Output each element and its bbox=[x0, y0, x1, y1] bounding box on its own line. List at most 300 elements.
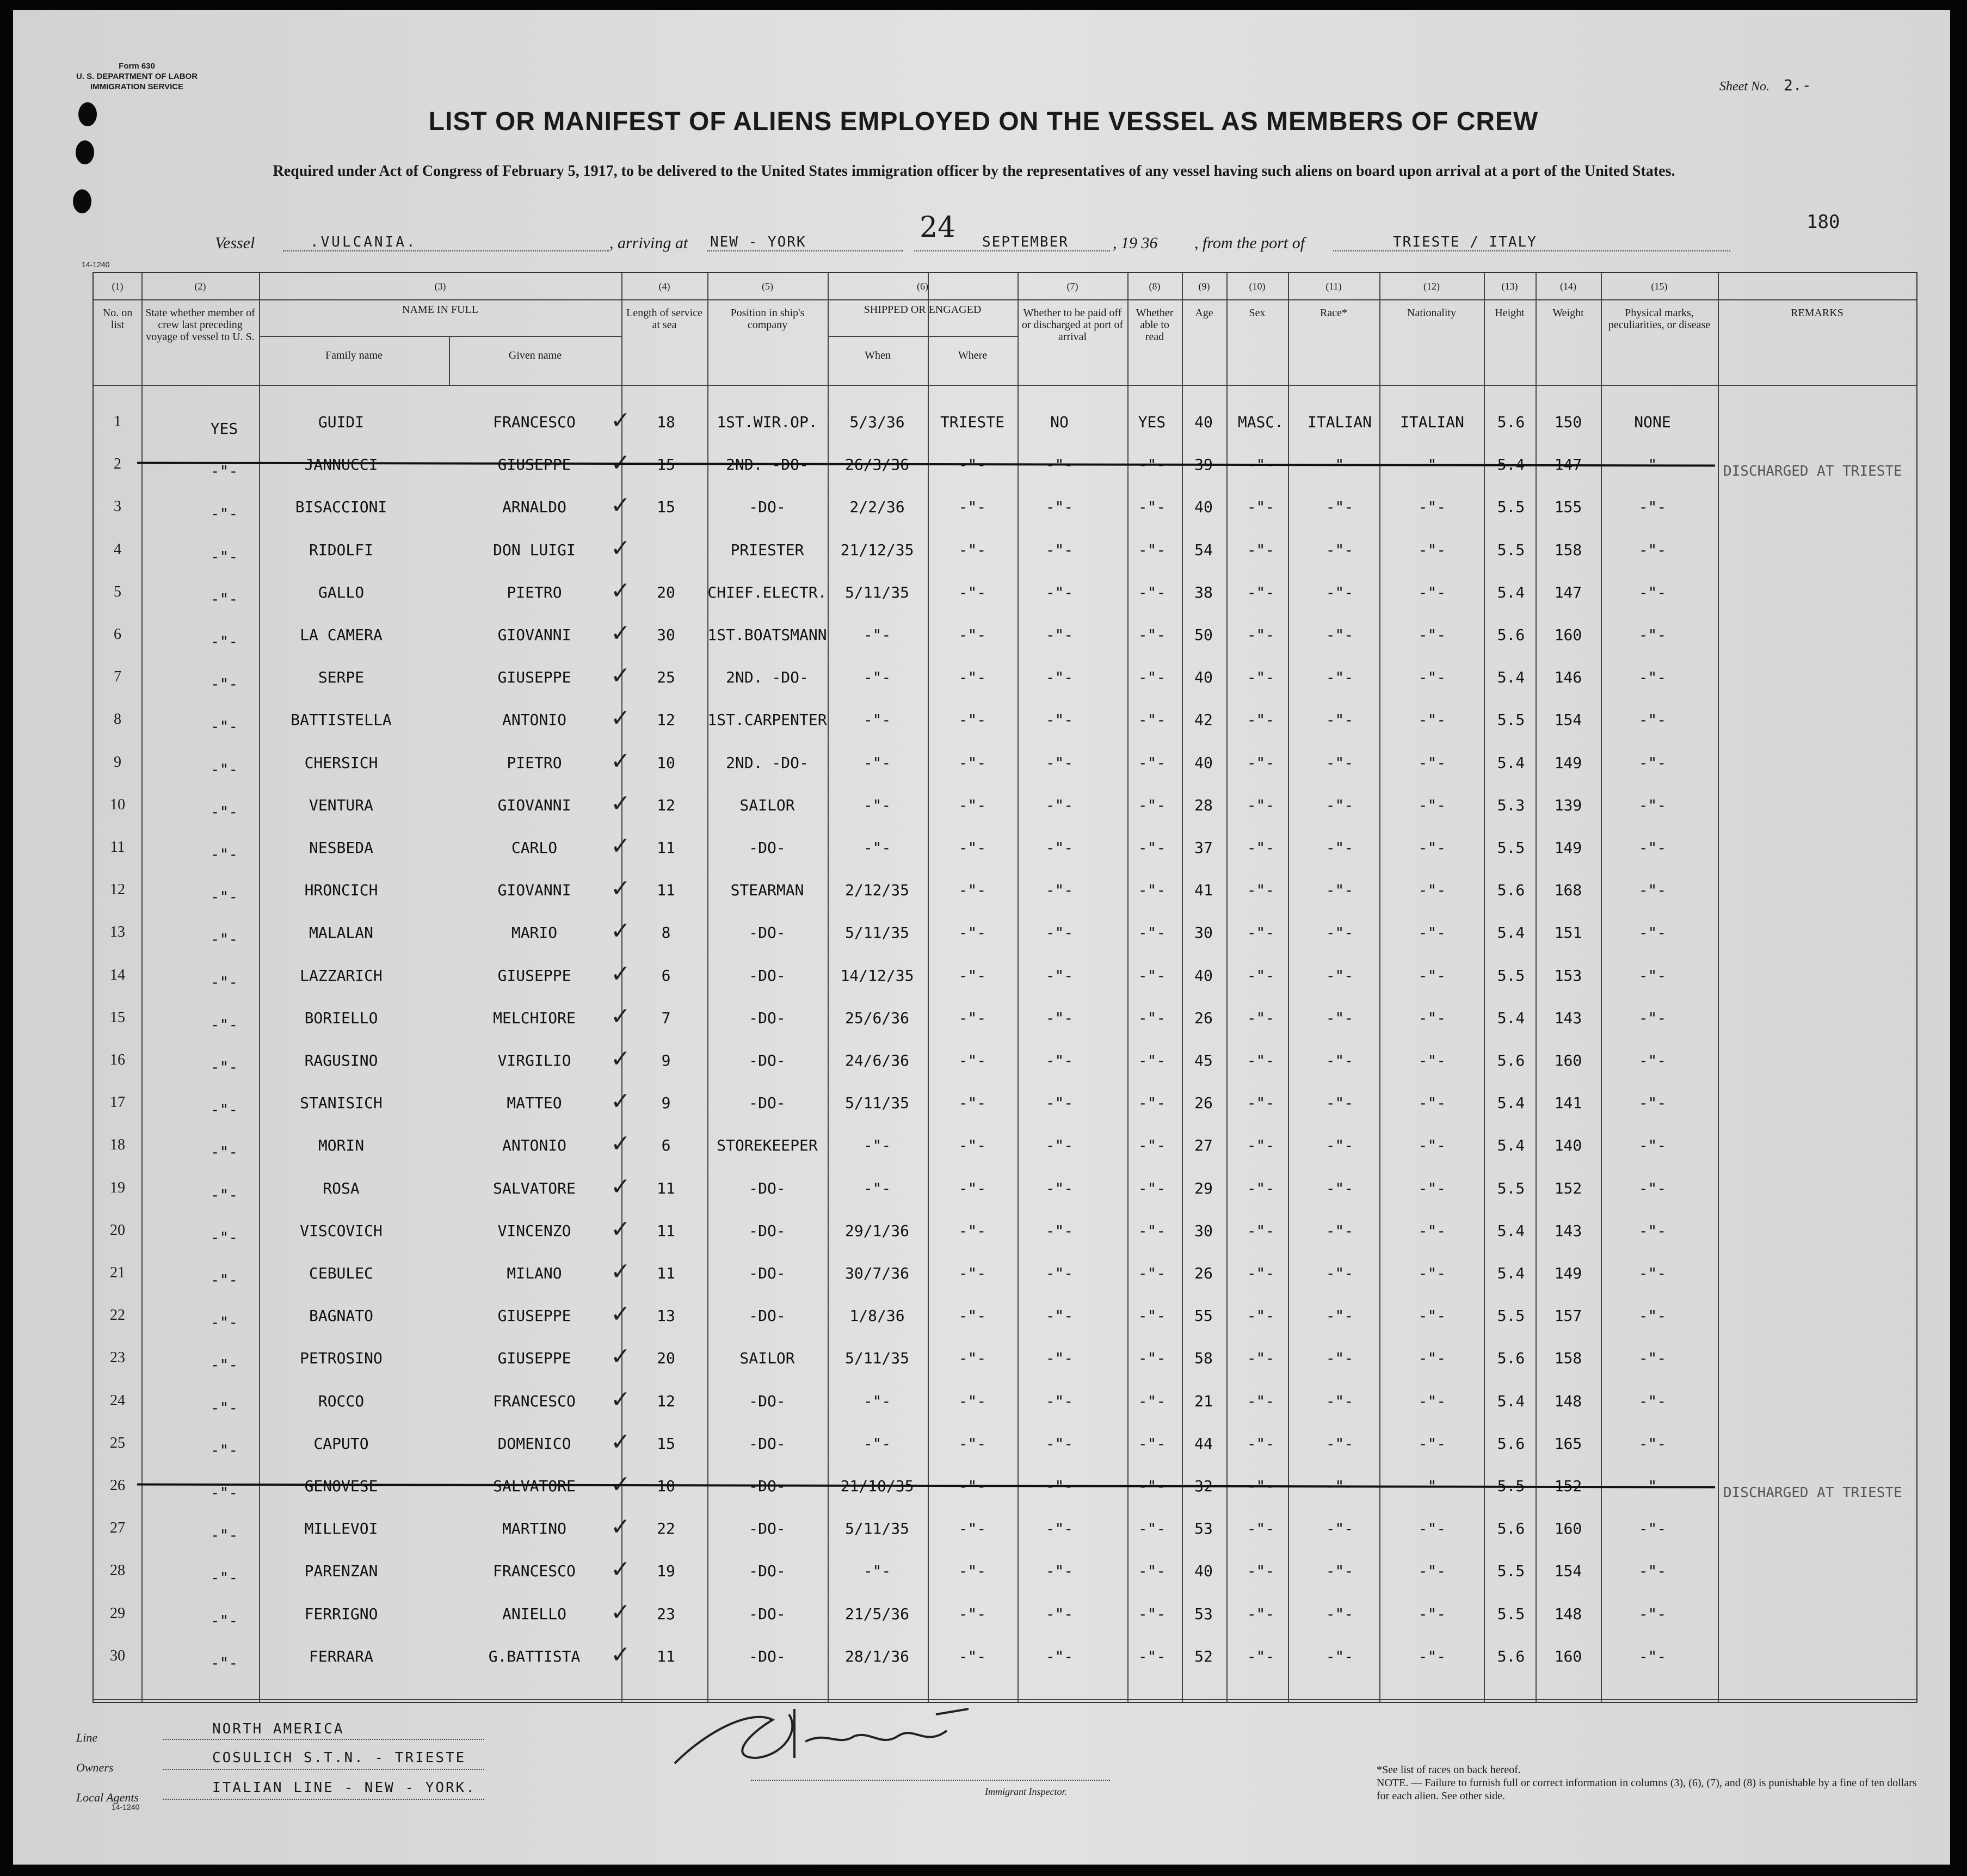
table-cell: 5.6 bbox=[1497, 1434, 1525, 1453]
table-cell: GIOVANNI bbox=[497, 881, 571, 900]
table-cell: 11 bbox=[657, 1179, 675, 1197]
table-cell: -"- bbox=[1045, 626, 1074, 644]
check-mark: ✓ bbox=[611, 491, 631, 520]
table-row bbox=[94, 1555, 1916, 1589]
table-row bbox=[94, 1002, 1916, 1036]
table-cell: -"- bbox=[1418, 1264, 1446, 1282]
table-cell: 158 bbox=[1554, 540, 1582, 559]
table-cell: -"- bbox=[863, 1562, 891, 1580]
table-cell: ANIELLO bbox=[502, 1604, 566, 1623]
table-cell: FRANCESCO bbox=[493, 413, 576, 431]
table-row bbox=[94, 1215, 1916, 1249]
table-cell: -"- bbox=[1247, 839, 1275, 857]
table-cell: -"- bbox=[1418, 924, 1446, 942]
table-cell: 160 bbox=[1554, 1647, 1582, 1665]
table-cell: -"- bbox=[1638, 1647, 1667, 1665]
table-cell: -"- bbox=[1638, 1179, 1667, 1197]
column-number: (12) bbox=[1423, 281, 1440, 292]
table-cell: -"- bbox=[958, 1008, 986, 1027]
table-cell: -"- bbox=[1638, 456, 1667, 474]
table-cell: -DO- bbox=[749, 1562, 786, 1580]
table-cell: -"- bbox=[1045, 753, 1074, 772]
table-cell: -"- bbox=[1247, 668, 1275, 687]
table-cell: 11 bbox=[657, 839, 675, 857]
table-cell: -"- bbox=[1638, 711, 1667, 729]
table-cell: -"- bbox=[863, 626, 891, 644]
column-header: No. on list bbox=[102, 307, 133, 331]
table-cell: 5.3 bbox=[1497, 796, 1525, 814]
table-cell: PRIESTER bbox=[730, 540, 804, 559]
table-cell: ANTONIO bbox=[502, 711, 566, 729]
table-cell: MORIN bbox=[318, 1136, 365, 1155]
table-cell: -"- bbox=[1247, 583, 1275, 601]
table-cell: RIDOLFI bbox=[309, 540, 373, 559]
table-cell: -"- bbox=[1325, 1562, 1354, 1580]
table-cell: -"- bbox=[1045, 1349, 1074, 1368]
check-mark: ✓ bbox=[611, 832, 631, 860]
row-number: 4 bbox=[114, 540, 121, 558]
table-cell: 40 bbox=[1194, 966, 1213, 985]
table-cell: -DO- bbox=[749, 1051, 786, 1069]
table-cell: 10 bbox=[657, 753, 675, 772]
table-cell: -"- bbox=[1418, 881, 1446, 900]
table-cell: G.BATTISTA bbox=[488, 1647, 581, 1665]
table-cell: -"- bbox=[1638, 753, 1667, 772]
table-cell: BORIELLO bbox=[304, 1008, 378, 1027]
row-number: 2 bbox=[114, 456, 121, 473]
table-cell: 154 bbox=[1554, 1562, 1582, 1580]
table-cell: 45 bbox=[1194, 1051, 1213, 1069]
table-cell: 11 bbox=[657, 881, 675, 900]
table-cell: -"- bbox=[210, 1653, 238, 1672]
table-cell: -"- bbox=[1638, 1094, 1667, 1112]
column-subheader: Where bbox=[958, 349, 988, 361]
check-mark: ✓ bbox=[611, 1002, 631, 1030]
vessel-value: .VULCANIA. bbox=[310, 234, 417, 250]
table-row bbox=[94, 1598, 1916, 1632]
check-mark: ✓ bbox=[611, 534, 631, 562]
table-cell: -"- bbox=[958, 966, 986, 985]
column-number: (15) bbox=[1651, 281, 1668, 292]
column-header: REMARKS bbox=[1791, 307, 1843, 319]
table-cell: -"- bbox=[1418, 839, 1446, 857]
table-cell: -"- bbox=[958, 1221, 986, 1240]
table-cell: 21/10/35 bbox=[840, 1477, 914, 1495]
table-cell: -"- bbox=[1045, 1604, 1074, 1623]
row-number: 26 bbox=[110, 1477, 125, 1494]
table-cell: -"- bbox=[1638, 1221, 1667, 1240]
table-cell: 40 bbox=[1194, 753, 1213, 772]
table-cell: -"- bbox=[210, 930, 238, 949]
table-cell: -"- bbox=[1247, 1520, 1275, 1538]
table-cell: 6 bbox=[661, 966, 671, 985]
table-cell: -"- bbox=[1247, 498, 1275, 516]
column-number: (9) bbox=[1198, 281, 1210, 292]
check-mark: ✓ bbox=[611, 576, 631, 605]
table-cell: -"- bbox=[1638, 796, 1667, 814]
table-row bbox=[94, 662, 1916, 696]
table-cell: -"- bbox=[1247, 1051, 1275, 1069]
line-underline bbox=[163, 1739, 484, 1740]
table-cell: -"- bbox=[1138, 839, 1166, 857]
table-cell: -"- bbox=[1045, 1008, 1074, 1027]
table-row bbox=[94, 1385, 1916, 1419]
table-row bbox=[94, 491, 1916, 525]
table-cell: -"- bbox=[958, 1094, 986, 1112]
table-cell: 5.6 bbox=[1497, 1349, 1525, 1368]
table-cell: 149 bbox=[1554, 1264, 1582, 1282]
table-row bbox=[94, 1343, 1916, 1376]
table-cell: 5.6 bbox=[1497, 1051, 1525, 1069]
table-cell: DON LUIGI bbox=[493, 540, 576, 559]
check-mark: ✓ bbox=[611, 1385, 631, 1413]
table-cell: -"- bbox=[1325, 924, 1354, 942]
table-cell: 152 bbox=[1554, 1179, 1582, 1197]
table-cell: -"- bbox=[1418, 583, 1446, 601]
table-cell: 12 bbox=[657, 1392, 675, 1410]
column-header: Race* bbox=[1320, 307, 1347, 319]
table-cell: -"- bbox=[1325, 1647, 1354, 1665]
table-cell: 30/7/36 bbox=[844, 1264, 909, 1282]
table-cell: -"- bbox=[1638, 966, 1667, 985]
sheet-label: Sheet No. bbox=[1719, 79, 1769, 94]
table-cell: GENOVESE bbox=[304, 1477, 378, 1495]
table-cell: 5/11/35 bbox=[844, 583, 909, 601]
table-cell: -"- bbox=[958, 839, 986, 857]
table-cell: -"- bbox=[1138, 1520, 1166, 1538]
table-cell: -"- bbox=[1325, 1136, 1354, 1155]
table-cell: -"- bbox=[1247, 626, 1275, 644]
table-cell: MARTINO bbox=[502, 1520, 566, 1538]
table-cell: TRIESTE bbox=[940, 413, 1004, 431]
table-cell: VENTURA bbox=[309, 796, 373, 814]
day-value: 24 bbox=[920, 211, 956, 244]
table-cell: -"- bbox=[1325, 1307, 1354, 1325]
check-mark: ✓ bbox=[611, 1471, 631, 1498]
table-cell: -"- bbox=[210, 1313, 238, 1332]
subheader-divider bbox=[259, 336, 621, 337]
table-cell: 23 bbox=[657, 1604, 675, 1623]
table-cell: -"- bbox=[1418, 1520, 1446, 1538]
table-cell: -"- bbox=[1045, 540, 1074, 559]
table-cell: -"- bbox=[1045, 839, 1074, 857]
table-cell: 26 bbox=[1194, 1094, 1213, 1112]
table-row bbox=[94, 1471, 1916, 1504]
table-cell: 26 bbox=[1194, 1008, 1213, 1027]
table-row bbox=[94, 1130, 1916, 1164]
row-number: 10 bbox=[110, 796, 125, 813]
check-mark: ✓ bbox=[611, 1258, 631, 1285]
table-cell: -"- bbox=[1325, 839, 1354, 857]
table-cell: -"- bbox=[1247, 796, 1275, 814]
table-cell: -"- bbox=[210, 1611, 238, 1629]
table-cell: -"- bbox=[1045, 1392, 1074, 1410]
check-mark: ✓ bbox=[611, 1598, 631, 1626]
table-cell: -DO- bbox=[749, 1392, 786, 1410]
table-cell: 5.5 bbox=[1497, 1562, 1525, 1580]
table-bottom bbox=[94, 1699, 1916, 1700]
table-cell: -"- bbox=[1325, 583, 1354, 601]
column-subheader: Given name bbox=[508, 349, 562, 361]
table-cell: -"- bbox=[1418, 456, 1446, 474]
table-cell: GIUSEPPE bbox=[497, 668, 571, 687]
table-cell: -"- bbox=[1045, 583, 1074, 601]
table-cell: -"- bbox=[1045, 1562, 1074, 1580]
table-cell: -"- bbox=[1638, 1434, 1667, 1453]
table-cell: -"- bbox=[1325, 1221, 1354, 1240]
table-cell: 24/6/36 bbox=[844, 1051, 909, 1069]
table-cell: 1ST.CARPENTER bbox=[707, 711, 827, 729]
table-cell: CARLO bbox=[511, 839, 558, 857]
table-cell: SAILOR bbox=[739, 1349, 795, 1368]
row-number: 12 bbox=[110, 881, 125, 899]
table-cell: -"- bbox=[1325, 1477, 1354, 1495]
table-cell: MILLEVOI bbox=[304, 1520, 378, 1538]
table-cell: GIUSEPPE bbox=[497, 456, 571, 474]
table-cell: 149 bbox=[1554, 839, 1582, 857]
column-number: (4) bbox=[658, 281, 670, 292]
table-cell: 29/1/36 bbox=[844, 1221, 909, 1240]
table-cell: 143 bbox=[1554, 1221, 1582, 1240]
table-cell: 26 bbox=[1194, 1264, 1213, 1282]
table-row bbox=[94, 407, 1916, 440]
row-number: 24 bbox=[110, 1392, 125, 1409]
check-mark: ✓ bbox=[611, 1130, 631, 1158]
table-cell: 58 bbox=[1194, 1349, 1213, 1368]
table-cell: -"- bbox=[863, 711, 891, 729]
row-number: 20 bbox=[110, 1221, 125, 1239]
table-cell: -"- bbox=[1247, 1221, 1275, 1240]
table-cell: -"- bbox=[863, 1434, 891, 1453]
table-cell: 155 bbox=[1554, 498, 1582, 516]
check-mark: ✓ bbox=[611, 1215, 631, 1243]
table-cell: ARNALDO bbox=[502, 498, 566, 516]
table-cell: 11 bbox=[657, 1647, 675, 1665]
table-row bbox=[94, 576, 1916, 611]
table-cell: -"- bbox=[958, 626, 986, 644]
table-row bbox=[94, 704, 1916, 738]
row-number: 18 bbox=[110, 1136, 125, 1154]
table-cell: -"- bbox=[1247, 1647, 1275, 1665]
table-cell: 32 bbox=[1194, 1477, 1213, 1495]
table-cell: 21/12/35 bbox=[840, 540, 914, 559]
table-cell: -"- bbox=[1418, 1647, 1446, 1665]
column-header: NAME IN FULL bbox=[402, 304, 478, 316]
table-cell: 40 bbox=[1194, 498, 1213, 516]
table-cell: -"- bbox=[1138, 924, 1166, 942]
table-cell: -"- bbox=[958, 711, 986, 729]
table-cell: LAZZARICH bbox=[300, 966, 383, 985]
table-cell: -"- bbox=[1045, 1221, 1074, 1240]
table-cell: -"- bbox=[210, 1228, 238, 1246]
agents-label: Local Agents bbox=[76, 1791, 139, 1804]
table-cell: -"- bbox=[210, 717, 238, 736]
table-cell: 54 bbox=[1194, 540, 1213, 559]
line-label: Line bbox=[76, 1731, 98, 1744]
table-cell: -"- bbox=[1418, 711, 1446, 729]
table-cell: SALVATORE bbox=[493, 1179, 576, 1197]
table-cell: -"- bbox=[1418, 1434, 1446, 1453]
row-number: 9 bbox=[114, 753, 121, 771]
table-cell: 5.4 bbox=[1497, 1392, 1525, 1410]
table-cell: 157 bbox=[1554, 1307, 1582, 1325]
table-cell: VINCENZO bbox=[497, 1221, 571, 1240]
table-cell: -"- bbox=[958, 668, 986, 687]
column-header: Physical marks, peculiarities, or disease bbox=[1608, 307, 1711, 331]
table-row bbox=[94, 1045, 1916, 1079]
row-number: 13 bbox=[110, 924, 125, 941]
table-cell: -DO- bbox=[749, 1179, 786, 1197]
table-cell: 5.6 bbox=[1497, 881, 1525, 900]
table-cell: -"- bbox=[958, 1349, 986, 1368]
table-cell: 1/8/36 bbox=[849, 1307, 905, 1325]
date-underline bbox=[914, 250, 1110, 251]
table-cell: -"- bbox=[958, 456, 986, 474]
note-text: NOTE. — Failure to furnish full or correct information in columns (3), (6), (7), and (8) is punishable by a fine of ten dollars for each alien. See other side. bbox=[1377, 1777, 1917, 1802]
table-cell: 146 bbox=[1554, 668, 1582, 687]
column-header: Whether to be paid off or discharged at port of arrival bbox=[1021, 307, 1124, 343]
table-cell: -"- bbox=[1045, 1307, 1074, 1325]
table-cell: -"- bbox=[863, 839, 891, 857]
table-cell: -"- bbox=[1638, 1349, 1667, 1368]
check-mark: ✓ bbox=[611, 959, 631, 988]
table-cell: -"- bbox=[1138, 1647, 1166, 1665]
table-cell: PIETRO bbox=[507, 753, 562, 772]
table-cell: BAGNATO bbox=[309, 1307, 373, 1325]
check-mark: ✓ bbox=[611, 1640, 631, 1669]
table-cell: SALVATORE bbox=[493, 1477, 576, 1495]
table-cell: 40 bbox=[1194, 668, 1213, 687]
table-cell: -"- bbox=[1325, 881, 1354, 900]
table-cell: 6 bbox=[661, 1136, 671, 1155]
table-cell: -"- bbox=[1138, 796, 1166, 814]
from-value: TRIESTE / ITALY bbox=[1393, 234, 1537, 250]
table-cell: -"- bbox=[210, 1441, 238, 1459]
table-cell: -"- bbox=[958, 1477, 986, 1495]
table-cell: -"- bbox=[958, 498, 986, 516]
table-cell: YES bbox=[1138, 413, 1166, 431]
table-cell: -"- bbox=[1247, 540, 1275, 559]
check-mark: ✓ bbox=[611, 1087, 631, 1116]
table-row bbox=[94, 1513, 1916, 1547]
table-cell: 5/11/35 bbox=[844, 1349, 909, 1368]
table-cell: BATTISTELLA bbox=[291, 711, 392, 729]
table-cell: -"- bbox=[1325, 1520, 1354, 1538]
table-cell: -"- bbox=[210, 1356, 238, 1374]
table-cell: -"- bbox=[1247, 924, 1275, 942]
table-cell: GIOVANNI bbox=[497, 796, 571, 814]
table-cell: -"- bbox=[1418, 753, 1446, 772]
table-cell: 12 bbox=[657, 796, 675, 814]
column-header: Position in ship's company bbox=[730, 307, 805, 331]
check-mark: ✓ bbox=[611, 917, 631, 945]
table-cell: -"- bbox=[1138, 498, 1166, 516]
table-cell: -"- bbox=[1138, 1094, 1166, 1112]
table-cell: 2ND. -DO- bbox=[726, 456, 809, 474]
owners-underline bbox=[163, 1769, 484, 1770]
table-cell: -"- bbox=[1138, 540, 1166, 559]
table-cell: 50 bbox=[1194, 626, 1213, 644]
table-cell: 1ST.WIR.OP. bbox=[717, 413, 818, 431]
table-cell: 5.5 bbox=[1497, 711, 1525, 729]
table-cell: GUIDI bbox=[318, 413, 365, 431]
table-cell: -"- bbox=[1045, 498, 1074, 516]
table-cell: -"- bbox=[958, 924, 986, 942]
table-cell: ITALIAN bbox=[1399, 413, 1464, 431]
table-cell: 52 bbox=[1194, 1647, 1213, 1665]
table-cell: -"- bbox=[863, 1136, 891, 1155]
table-cell: VISCOVICH bbox=[300, 1221, 383, 1240]
table-cell: 5.4 bbox=[1497, 1008, 1525, 1027]
table-cell: -"- bbox=[210, 505, 238, 523]
check-mark: ✓ bbox=[611, 1045, 631, 1073]
table-cell: -"- bbox=[1638, 1051, 1667, 1069]
table-cell: -"- bbox=[210, 802, 238, 821]
table-cell: -"- bbox=[863, 753, 891, 772]
table-cell: -"- bbox=[1045, 1434, 1074, 1453]
table-cell: -DO- bbox=[749, 1477, 786, 1495]
table-cell: -"- bbox=[1418, 626, 1446, 644]
table-cell: -"- bbox=[958, 1520, 986, 1538]
table-cell: 158 bbox=[1554, 1349, 1582, 1368]
required-statement: Required under Act of Congress of February 5, 1917, to be delivered to the United States immigration officer by the representatives of any vessel having such aliens on board upon arrival at a port of the United States. bbox=[273, 163, 1675, 180]
table-cell: -"- bbox=[1138, 1008, 1166, 1027]
table-cell: 41 bbox=[1194, 881, 1213, 900]
column-number: (3) bbox=[434, 281, 446, 292]
table-cell: 21/5/36 bbox=[844, 1604, 909, 1623]
row-number: 22 bbox=[110, 1307, 125, 1324]
table-cell: -"- bbox=[1045, 1520, 1074, 1538]
table-cell: MILANO bbox=[507, 1264, 562, 1282]
table-cell: MASC. bbox=[1237, 413, 1284, 431]
table-cell: 15 bbox=[657, 1434, 675, 1453]
service-label: IMMIGRATION SERVICE bbox=[90, 82, 184, 91]
table-cell: FRANCESCO bbox=[493, 1562, 576, 1580]
table-cell: -"- bbox=[958, 881, 986, 900]
table-cell: -"- bbox=[1247, 1307, 1275, 1325]
table-cell: -"- bbox=[863, 1392, 891, 1410]
table-cell: SERPE bbox=[318, 668, 365, 687]
colnum-divider bbox=[94, 299, 1916, 300]
column-header: SHIPPED OR ENGAGED bbox=[864, 304, 982, 316]
from-label: , from the port of bbox=[1194, 234, 1305, 252]
subheader-divider bbox=[828, 336, 1018, 337]
table-cell: -DO- bbox=[749, 924, 786, 942]
table-cell: -"- bbox=[958, 1264, 986, 1282]
table-cell: 152 bbox=[1554, 1477, 1582, 1495]
table-cell: -"- bbox=[1325, 1604, 1354, 1623]
table-cell: -"- bbox=[1418, 1604, 1446, 1623]
table-cell: MATTEO bbox=[507, 1094, 562, 1112]
document-title: LIST OR MANIFEST OF ALIENS EMPLOYED ON THE VESSEL AS MEMBERS OF CREW bbox=[428, 107, 1539, 136]
table-cell: 5.5 bbox=[1497, 966, 1525, 985]
table-cell: -"- bbox=[1418, 1136, 1446, 1155]
table-cell: 8 bbox=[661, 924, 671, 942]
row-number: 27 bbox=[110, 1520, 125, 1537]
table-cell: -"- bbox=[1418, 668, 1446, 687]
table-cell: 30 bbox=[1194, 924, 1213, 942]
row-number: 25 bbox=[110, 1434, 125, 1451]
row-number: 17 bbox=[110, 1094, 125, 1111]
table-cell: 25/6/36 bbox=[844, 1008, 909, 1027]
table-cell: -"- bbox=[1418, 1221, 1446, 1240]
table-cell: -"- bbox=[1247, 1434, 1275, 1453]
table-cell: -"- bbox=[1638, 583, 1667, 601]
table-cell: 5.4 bbox=[1497, 583, 1525, 601]
row-number: 6 bbox=[114, 626, 121, 643]
table-cell: 21 bbox=[1194, 1392, 1213, 1410]
table-cell: -DO- bbox=[749, 1604, 786, 1623]
